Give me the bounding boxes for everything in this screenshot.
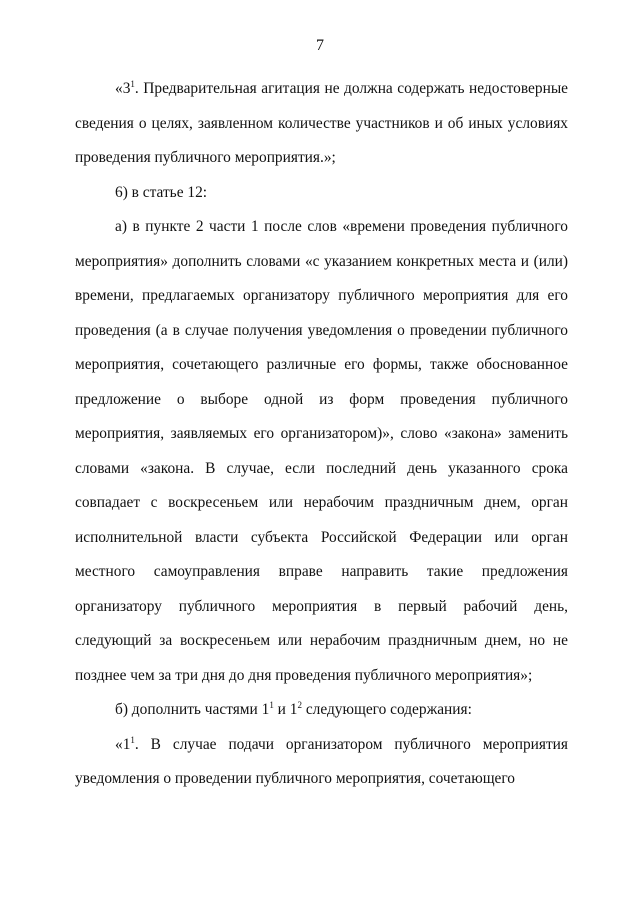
- paragraph-part-1-1: «$1^1$. В случае подачи организатором публичного мероприятия уведомления о проведении публичного мероприятия, сочетающего: [75, 734, 568, 787]
- superscript: 1: [269, 699, 274, 710]
- superscript: 1: [130, 734, 135, 745]
- paragraph-item-6: 6) в статье 12:: [115, 183, 208, 201]
- superscript: 1: [130, 78, 135, 89]
- paragraph-subitem-b: б) дополнить частями $1^1$ и $1^2$ следующего содержания:: [115, 699, 472, 718]
- document-body: [75, 72, 568, 797]
- paragraph-subitem-a: а) в пункте 2 части 1 после слов «времени проведения публичного мероприятия» дополнить словами «с указанием конкретных места и (или) времени, предлагаемых организатору публичного мероприятия для его проведения (а в случае получения уведомления о проведении публичного мероприятия, сочетающего различные его формы, также обоснованное предложение о выборе одной из форм проведения публичного мероприятия, заявляемых его организатором)», слово «закона» заменить словами «закона. В случае, если последний день указанного срока совпадает с воскресеньем или нерабочим праздничным днем, орган исполнительной власти субъекта Российской Федерации или орган местного самоуправления вправе направить такие предложения организатору публичного мероприятия в первый рабочий день, следующий за воскресеньем или нерабочим праздничным днем, но не позднее чем за три дня до дня проведения публичного мероприятия»;: [75, 218, 568, 684]
- page-number: 7: [316, 37, 324, 54]
- superscript: 2: [297, 699, 302, 710]
- paragraph-clause-3-1: «$3^1$. Предварительная агитация не должна содержать недостоверные сведения о целях, заявленном количестве участников и об иных условиях проведения публичного мероприятия.»;: [75, 78, 568, 166]
